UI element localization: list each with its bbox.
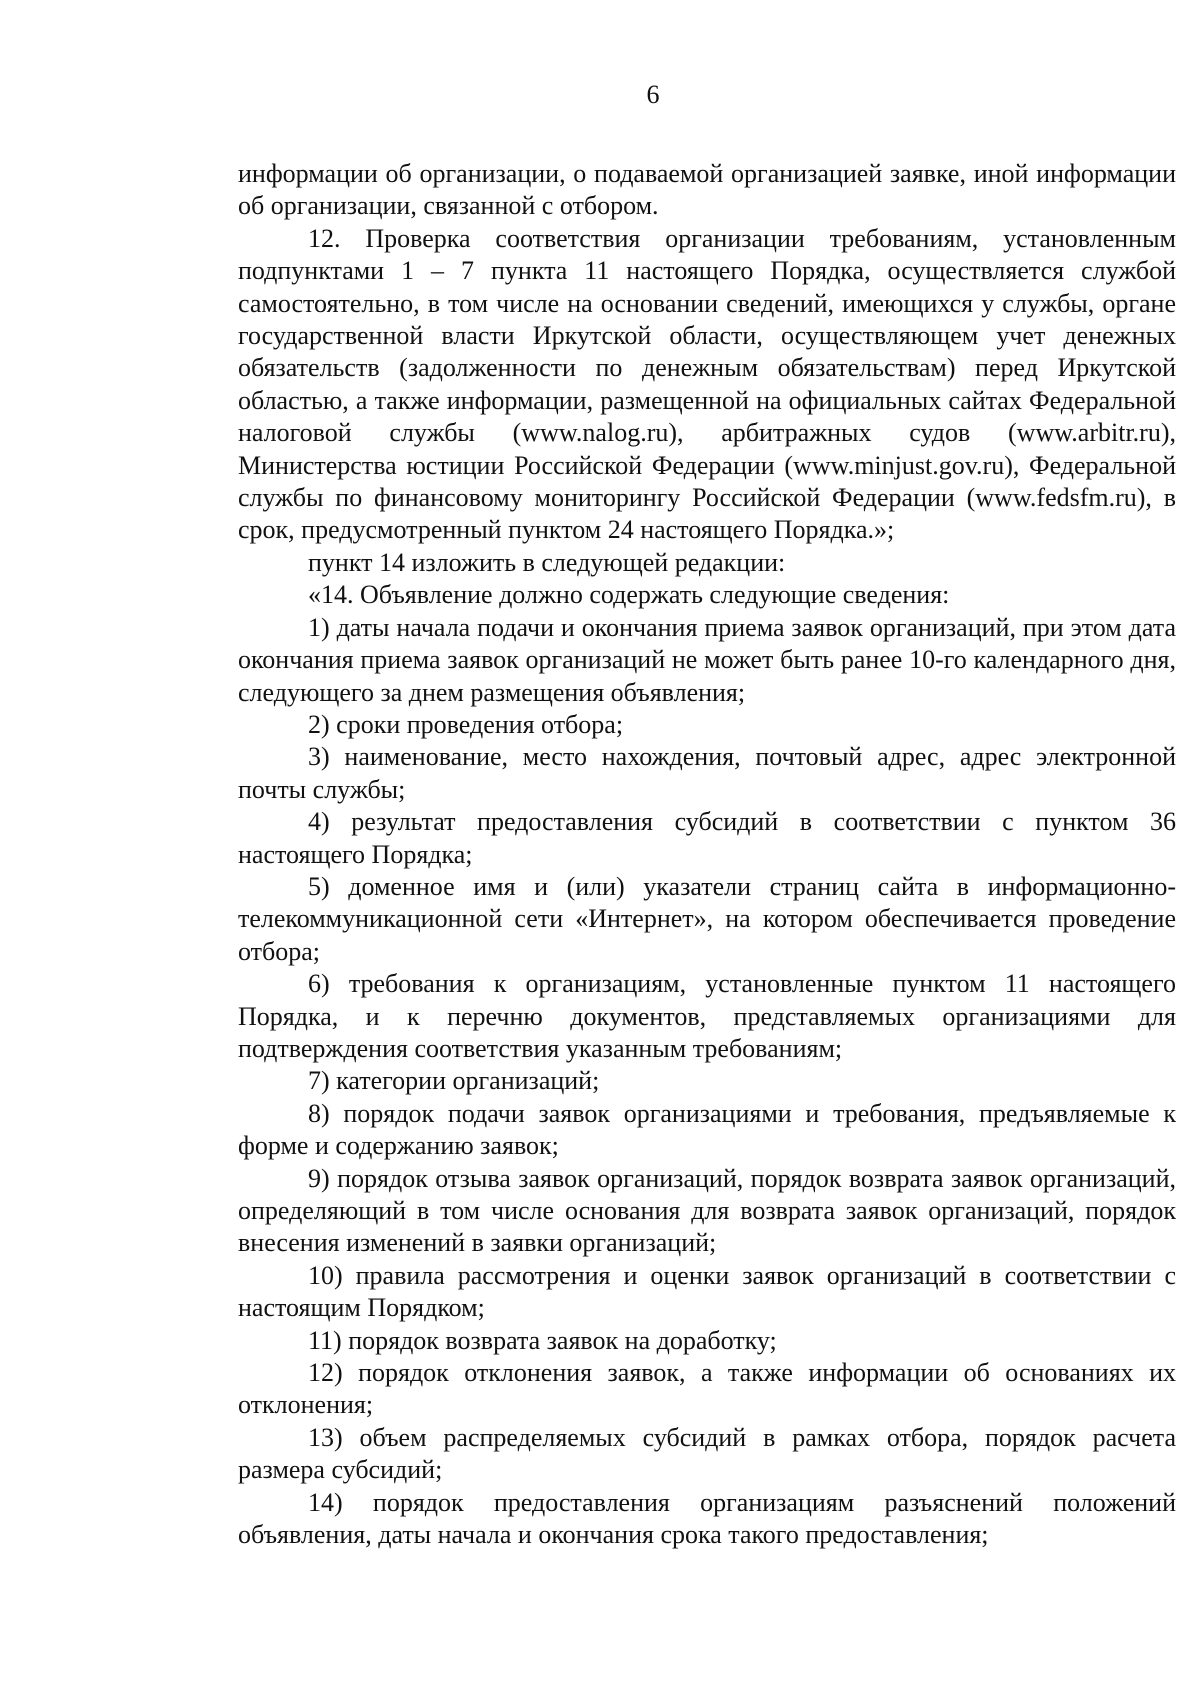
paragraph: 10) правила рассмотрения и оценки заявок организаций в соответствии с настоящим Порядком; xyxy=(238,1260,1176,1323)
paragraph: 11) порядок возврата заявок на доработку; xyxy=(308,1325,777,1355)
paragraph: 12. Проверка соответствия организации требованиям, установленным подпунктами 1 – 7 пункта 11 настоящего Порядка, осуществляется службой самостоятельно, в том числе на основании сведений, имеющихся у службы, органе государственной власти Иркутской области, осуществляющем учет денежных обязательств (задолженности по денежным обязательствам) перед Иркутской областью, а также информации, размещенной на официальных сайтах Федеральной налоговой службы (www.nalog.ru), арбитражных судов (www.arbitr.ru), Министерства юстиции Российской Федерации (www.minjust.gov.ru), Федеральной службы по финансовому мониторингу Российской Федерации (www.fedsfm.ru), в срок, предусмотренный пунктом 24 настоящего Порядка.»; xyxy=(238,223,1176,545)
paragraph: пункт 14 изложить в следующей редакции: xyxy=(308,547,786,577)
paragraph: 7) категории организаций; xyxy=(308,1066,600,1096)
paragraph: информации об организации, о подаваемой организацией заявке, иной информации об организации, связанной с отбором. xyxy=(238,159,1176,221)
document-body xyxy=(238,158,1176,1551)
page-number: 6 xyxy=(646,80,660,109)
paragraph: 2) сроки проведения отбора; xyxy=(308,709,624,739)
paragraph: 12) порядок отклонения заявок, а также информации об основаниях их отклонения; xyxy=(238,1358,1176,1420)
paragraph: 9) порядок отзыва заявок организаций, порядок возврата заявок организаций, определяющий в том числе основания для возврата заявок организаций, порядок внесения изменений в заявки организаций; xyxy=(238,1163,1176,1258)
paragraph: 6) требования к организациям, установленные пунктом 11 настоящего Порядка, и к перечню документов, представляемых организациями для подтверждения соответствия указанным требованиям; xyxy=(238,969,1176,1063)
paragraph: «14. Объявление должно содержать следующие сведения: xyxy=(308,580,950,610)
paragraph: 1) даты начала подачи и окончания приема заявок организаций, при этом дата окончания приема заявок организаций не может быть ранее 10-го календарного дня, следующего за днем размещения объявления; xyxy=(238,612,1176,707)
paragraph: 5) доменное имя и (или) указатели страниц сайта в информационно-телекоммуникационной сети «Интернет», на котором обеспечивается проведение отбора; xyxy=(238,871,1176,966)
paragraph: 14) порядок предоставления организациям разъяснений положений объявления, даты начала и окончания срока такого предоставления; xyxy=(238,1487,1176,1550)
paragraph: 13) объем распределяемых субсидий в рамках отбора, порядок расчета размера субсидий; xyxy=(238,1422,1176,1485)
paragraph: 8) порядок подачи заявок организациями и требования, предъявляемые к форме и содержанию заявок; xyxy=(238,1098,1176,1161)
paragraph: 4) результат предоставления субсидий в соответствии с пунктом 36 настоящего Порядка; xyxy=(238,807,1176,869)
paragraph: 3) наименование, место нахождения, почтовый адрес, адрес электронной почты службы; xyxy=(238,742,1176,804)
